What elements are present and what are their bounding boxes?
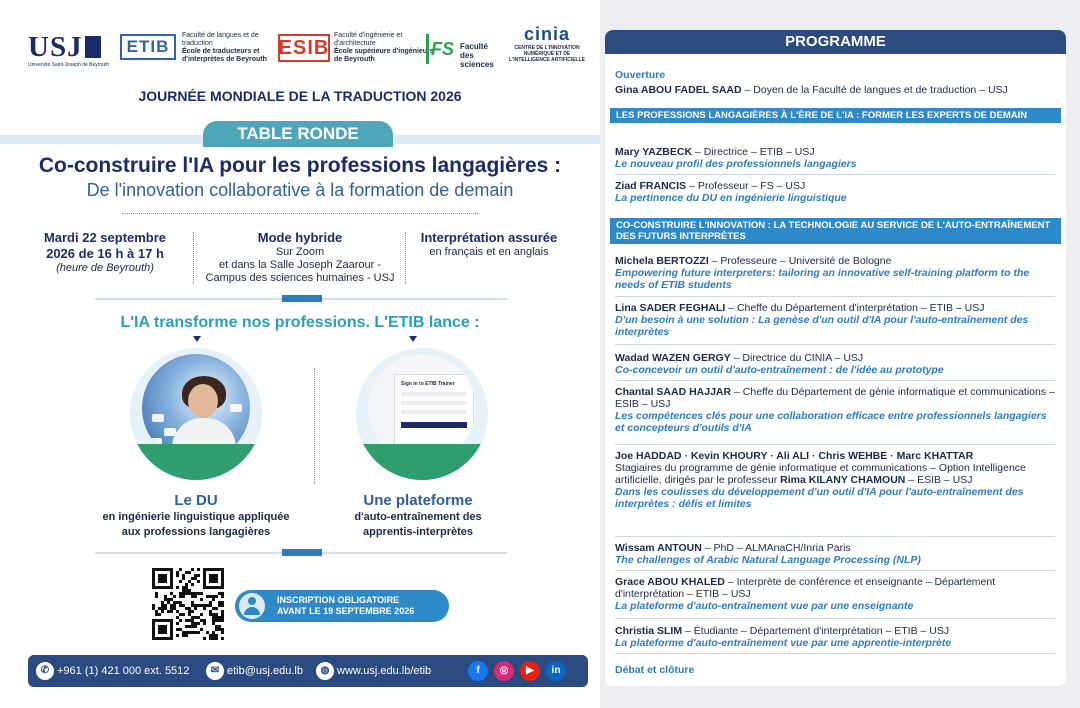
divider	[615, 174, 1055, 175]
du-title: Le DU	[174, 492, 218, 509]
fs-logo-text: Faculté des sciences	[460, 42, 494, 69]
talk-title: Les compétences clés pour une collaboration efficace entre professionnels langagiers et concepteurs d'outils d'IA	[615, 410, 1047, 434]
divider	[405, 232, 406, 284]
esib-logo: ESIB	[278, 34, 330, 62]
mode-title: Mode hybride	[257, 230, 343, 245]
instagram-icon[interactable]: ◎	[494, 661, 514, 681]
program-item	[615, 302, 1055, 338]
esib-logo-text	[334, 32, 434, 64]
talk-title: D'un besoin à une solution : La genèse d'un outil d'IA pour l'auto-entraînement des interprètes	[615, 314, 1029, 338]
talk-title: Dans les coulisses du développement d'un outil d'IA pour l'auto-entraînement des interprètes : défis et limites	[615, 486, 1024, 510]
program-item	[615, 180, 1055, 204]
du-line-2: aux professions langagières	[121, 526, 271, 538]
etib-faculty: Faculté de langues et de traduction	[182, 32, 259, 47]
contact-footer	[28, 655, 588, 687]
cinia-logo-text: cinia	[523, 24, 571, 44]
registration-line-2: AVANT LE 19 SEPTEMBRE 2026	[277, 606, 415, 616]
fs-logo: FS	[426, 34, 456, 64]
speaker-role: – Interprète de conférence et enseignante – Département d'interprétation – ETIB – USJ	[615, 576, 996, 600]
opening-label: Ouverture	[615, 69, 666, 81]
divider	[615, 344, 1055, 345]
date-note: (heure de Beyrouth)	[56, 262, 154, 274]
date-line-1: Mardi 22 septembre	[43, 230, 167, 245]
talk-title: The challenges of Arabic Natural Language Processing (NLP)	[615, 554, 921, 566]
program-item	[615, 386, 1055, 434]
usj-logo-subtitle: Université Saint-Joseph de Beyrouth	[28, 62, 110, 68]
etib-logo-text	[182, 32, 282, 64]
talk-title: Co-concevoir un outil d'auto-entraînement : de l'idée au prototype	[615, 364, 944, 376]
speaker-name: Mary YAZBECK	[615, 146, 693, 158]
globe-icon: ◍	[316, 662, 334, 680]
divider	[193, 232, 194, 284]
date-line-2: 2026 de 16 h à 17 h	[46, 246, 164, 261]
speaker-role: – Étudiante – Département d'interprétation – ETIB – USJ	[682, 625, 950, 637]
program-item	[615, 542, 1055, 566]
interp-title: Interprétation assurée	[420, 230, 558, 245]
event-title: JOURNÉE MONDIALE DE LA TRADUCTION 2026	[138, 88, 462, 104]
talk-title: La plateforme d'auto-entraînement vue par une apprentie-interprète	[615, 637, 952, 649]
linkedin-icon[interactable]: in	[546, 661, 566, 681]
event-date	[30, 230, 180, 275]
closing-label: Débat et clôture	[615, 664, 695, 676]
mode-line-2: et dans la Salle Joseph Zaarour -	[218, 259, 382, 271]
speaker-name: Michela BERTOZZI	[615, 255, 709, 267]
usj-logo-text: USJ	[28, 31, 83, 63]
speaker-role: – Professeure – Université de Bologne	[708, 255, 892, 267]
registration-line-1: INSCRIPTION OBLIGATOIRE	[277, 595, 400, 605]
speaker-name: Wadad WAZEN GERGY	[615, 352, 731, 364]
event-mode	[200, 230, 400, 285]
web-contact[interactable]	[316, 662, 431, 680]
speaker-name: Lina SADER FEGHALI	[615, 302, 726, 314]
platform-illustration	[356, 348, 488, 480]
section-divider	[95, 552, 507, 554]
usj-logo	[28, 32, 109, 68]
divider	[615, 380, 1055, 381]
program-item-students	[615, 450, 1055, 510]
students-role: Stagiaires du programme de génie informatique et communications – Option Intelligence artificielle, dirigés par le professeur	[615, 462, 1026, 486]
talk-title: La pertinence du DU en ingénierie linguistique	[615, 192, 847, 204]
divider	[122, 213, 478, 214]
email-address: etib@usj.edu.lb	[227, 665, 303, 677]
student-names: Joe HADDAD · Kevin KHOURY · Ali ALI · Chris WEHBE · Marc KHATTAR	[615, 450, 974, 462]
platform-description	[318, 510, 518, 540]
email-contact[interactable]	[206, 662, 303, 680]
mode-line-3: Campus des sciences humaines - USJ	[205, 272, 395, 284]
program-item	[615, 625, 1055, 649]
divider	[314, 368, 315, 484]
speaker-name: Wissam ANTOUN	[615, 542, 702, 554]
du-line-1: en ingénierie linguistique appliquée	[102, 511, 290, 523]
program-item	[615, 352, 1055, 376]
divider	[615, 653, 1055, 654]
divider	[615, 536, 1055, 537]
speaker-role: – Directrice du CINIA – USJ	[730, 352, 864, 364]
section-divider	[95, 298, 507, 300]
talk-title: Empowering future interpreters: tailoring an innovative self-training platform to the needs of ETIB students	[615, 267, 1030, 291]
esib-faculty: Faculté d'ingénierie et d'architecture	[334, 32, 403, 47]
main-title: Co-construire l'IA pour les professions langagières :	[38, 154, 562, 177]
professor-name: Rima KILANY CHAMOUN	[780, 474, 906, 486]
speaker-name: Gina ABOU FADEL SAAD	[615, 84, 742, 96]
platform-line-2: apprentis-interprètes	[362, 526, 474, 538]
du-illustration	[130, 348, 262, 480]
main-subtitle: De l'innovation collaborative à la formation de demain	[86, 180, 514, 200]
table-ronde-label: TABLE RONDE	[203, 121, 393, 147]
talk-title: La plateforme d'auto-entraînement vue par une enseignante	[615, 600, 914, 612]
speaker-role: – PhD – ALMAnaCH/Inria Paris	[701, 542, 851, 554]
programme-header: PROGRAMME	[605, 30, 1066, 54]
opening-block	[615, 69, 1055, 96]
speaker-role: – Directrice – ETIB – USJ	[692, 146, 815, 158]
platform-title: Une plateforme	[363, 492, 473, 509]
speaker-name: Ziad FRANCIS	[615, 180, 687, 192]
speaker-name: Christia SLIM	[615, 625, 683, 637]
mode-line-1: Sur Zoom	[275, 246, 325, 258]
platform-line-1: d'auto-entraînement des	[354, 511, 482, 523]
esib-school: École supérieure d'ingénieurs de Beyrouth	[334, 48, 434, 63]
students-affiliation: – ESIB – USJ	[905, 474, 973, 486]
phone-number: +961 (1) 421 000 ext. 5512	[57, 665, 190, 677]
registration-badge[interactable]	[235, 590, 449, 622]
divider	[615, 444, 1055, 445]
program-item	[615, 255, 1055, 291]
youtube-icon[interactable]: ▶	[520, 661, 540, 681]
etib-school: École de traducteurs et d'interprètes de Beyrouth	[182, 48, 267, 63]
program-item	[615, 576, 1055, 612]
speaker-role: – Doyen de la Faculté de langues et de traduction – USJ	[741, 84, 1008, 96]
cinia-logo	[506, 24, 588, 63]
lance-heading: L'IA transforme nos professions. L'ETIB lance :	[120, 314, 480, 331]
user-icon	[239, 593, 265, 619]
divider	[615, 618, 1055, 619]
phone-icon: ✆	[36, 662, 54, 680]
program-item	[615, 146, 1055, 170]
section-heading-2: CO-CONSTRUIRE L'INNOVATION : LA TECHNOLOGIE AU SERVICE DE L'AUTO-ENTRAÎNEMENT DES FUTURS INTERPRÈTES	[610, 218, 1061, 244]
divider	[615, 570, 1055, 571]
speaker-name: Grace ABOU KHALED	[615, 576, 725, 588]
cinia-logo-subtitle: CENTRE DE L'INNOVATION NUMÉRIQUE ET DE L'INTELLIGENCE ARTIFICIELLE	[508, 45, 585, 63]
event-interpretation	[408, 230, 570, 259]
du-description	[80, 510, 312, 540]
programme-panel	[605, 30, 1066, 686]
registration-qr-code[interactable]	[152, 568, 224, 640]
etib-logo: ETIB	[120, 34, 176, 60]
facebook-icon[interactable]: f	[468, 661, 488, 681]
platform-screen-title: Sign in to ETIB Trainer	[401, 381, 455, 387]
phone-contact[interactable]	[36, 662, 189, 680]
speaker-role: – Cheffe du Département de génie informatique et communications – ESIB – USJ	[615, 386, 1055, 410]
talk-title: Le nouveau profil des professionnels langagiers	[615, 158, 857, 170]
web-address: www.usj.edu.lb/etib	[337, 665, 432, 677]
platform-screen-button	[401, 422, 467, 428]
speaker-role: – Professeur – FS – USJ	[686, 180, 806, 192]
email-icon: ✉	[206, 662, 224, 680]
interp-line: en français et en anglais	[429, 246, 549, 258]
divider	[615, 296, 1055, 297]
usj-logo-mark	[85, 36, 101, 58]
arrow-down-icon	[409, 336, 417, 342]
partner-logos	[28, 24, 588, 72]
speaker-name: Chantal SAAD HAJJAR	[615, 386, 732, 398]
speaker-role: – Cheffe du Département d'interprétation – ETIB – USJ	[725, 302, 985, 314]
arrow-down-icon	[193, 336, 201, 342]
section-heading-1: LES PROFESSIONS LANGAGIÈRES À L'ÈRE DE L'IA : FORMER LES EXPERTS DE DEMAIN	[610, 108, 1061, 123]
